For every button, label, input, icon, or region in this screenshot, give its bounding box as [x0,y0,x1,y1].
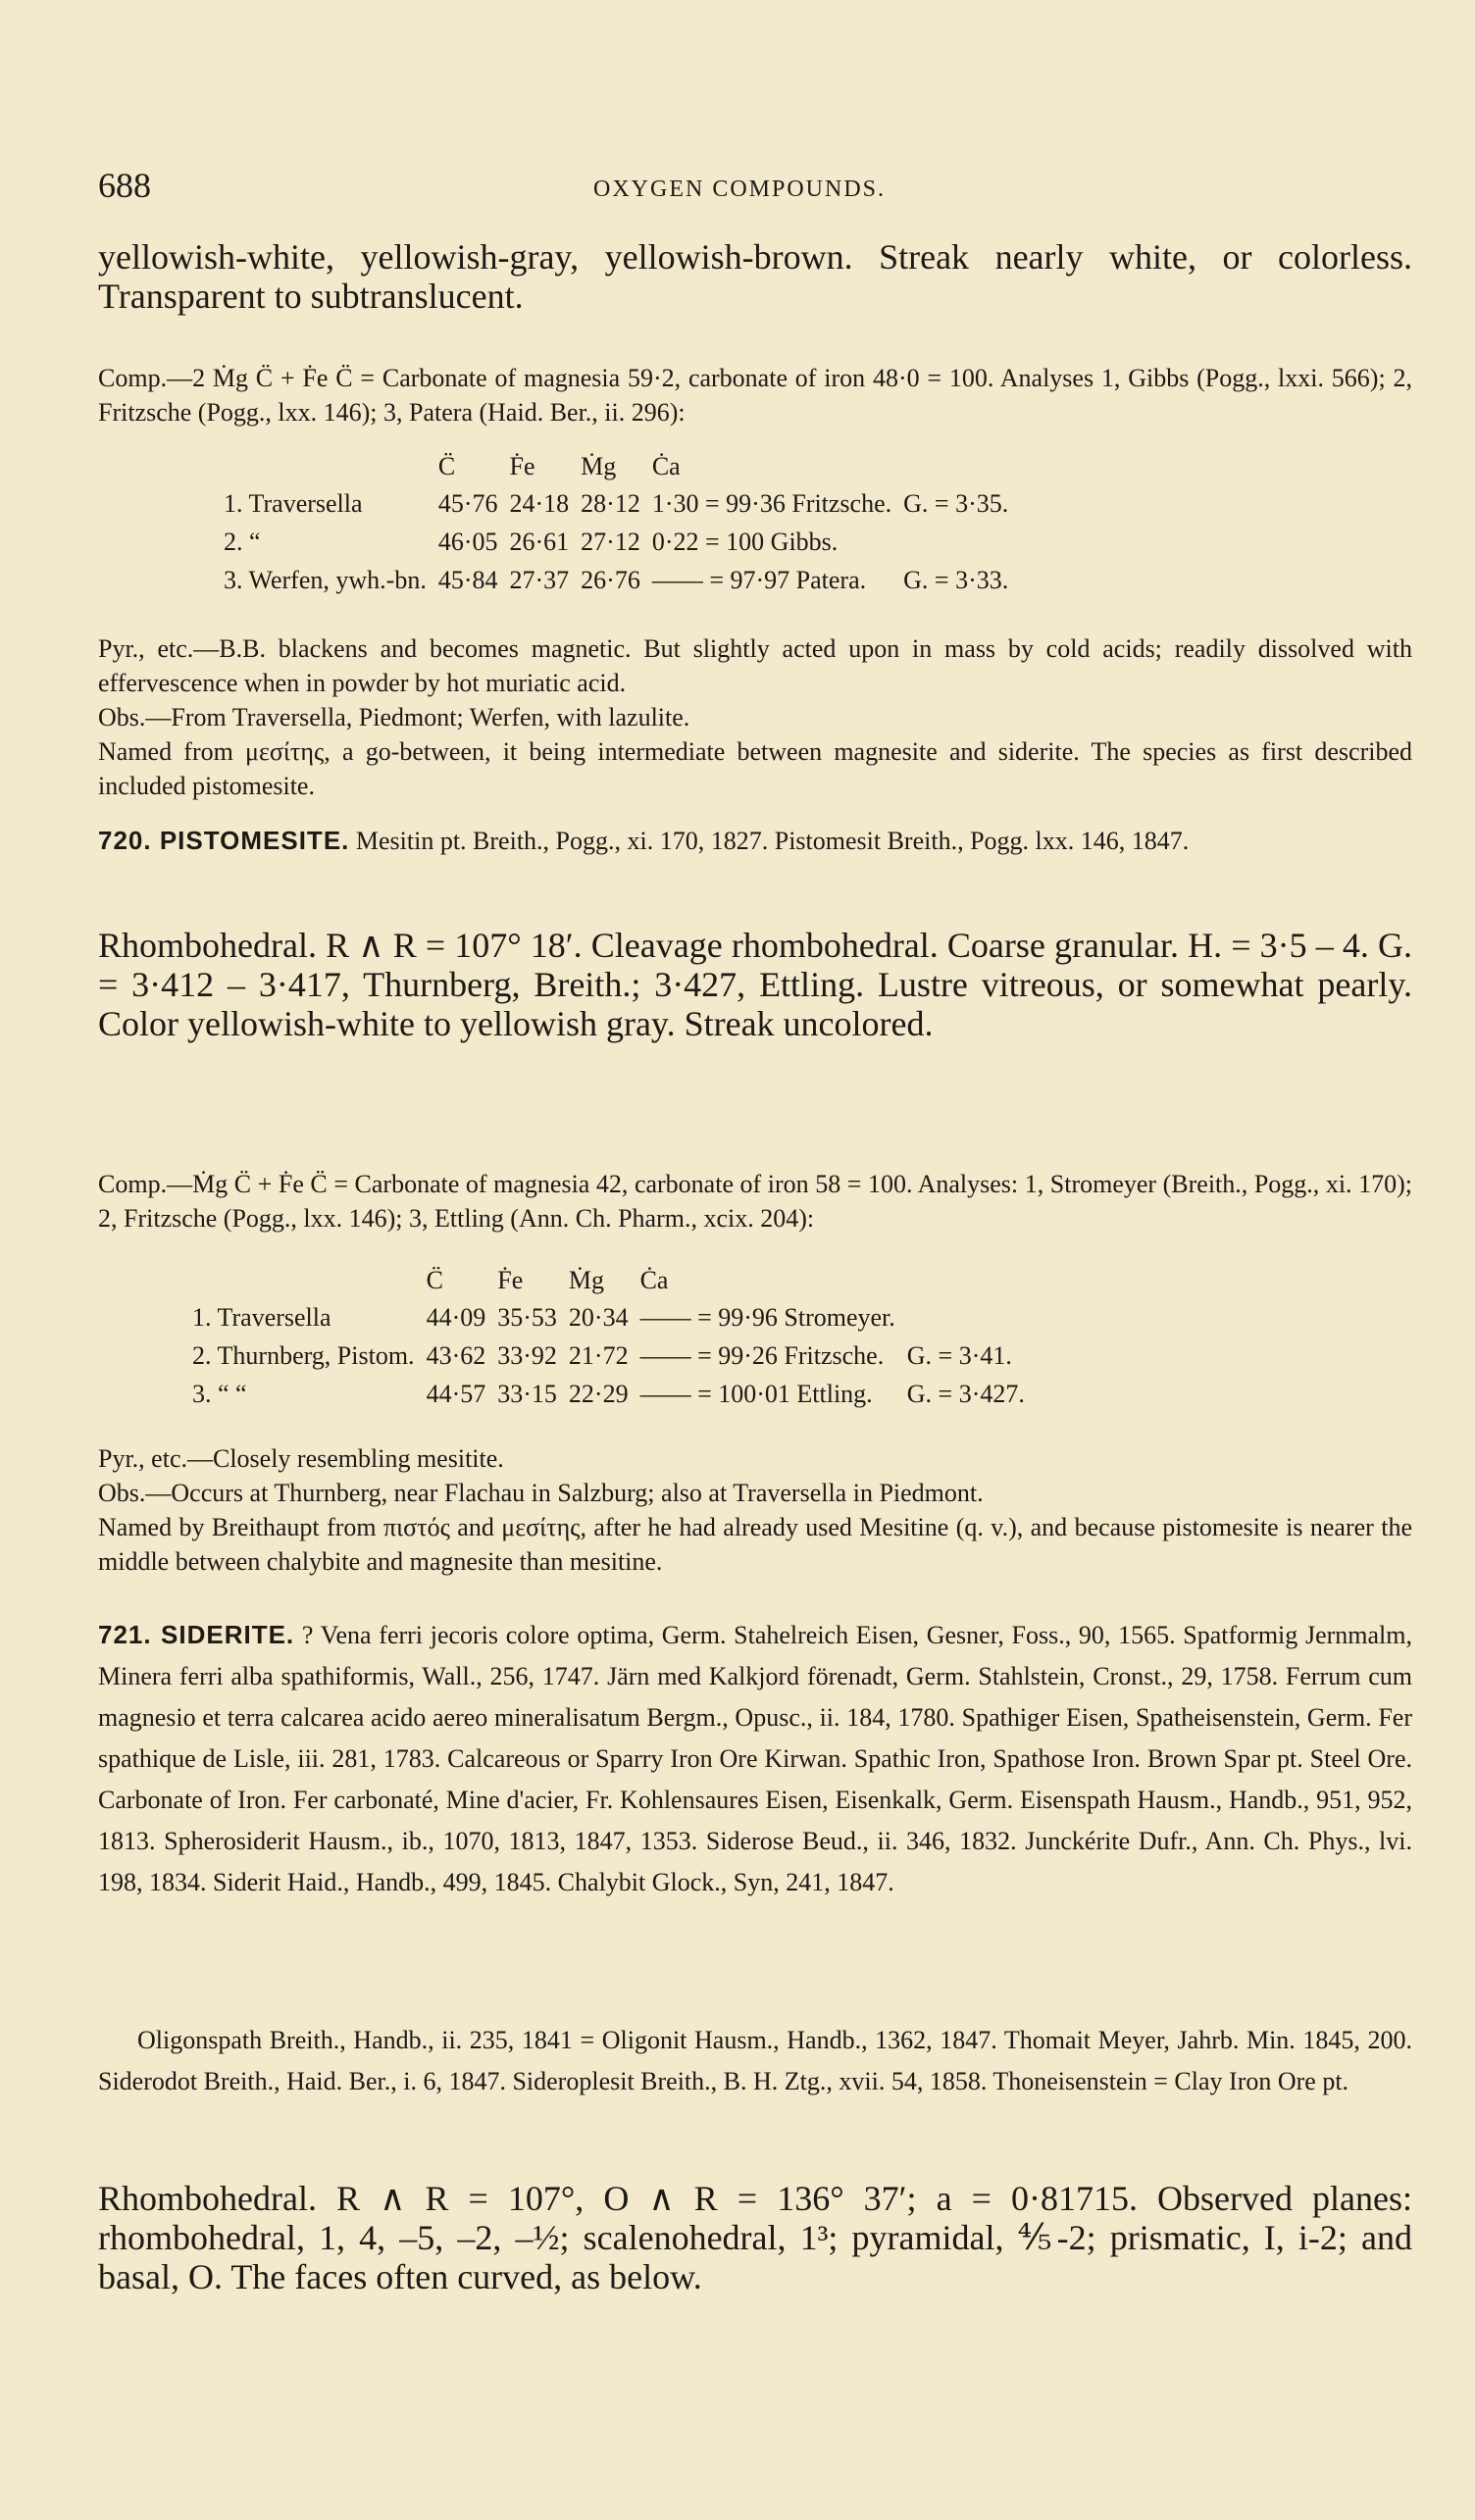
composition-block-1 [98,361,1412,429]
table-header-row: C̈ Ḟe Ṁg Ċa [426,1266,669,1294]
pyrognostics-2: Pyr., etc.—Closely resembling mesitite. [98,1444,504,1473]
species-720-title: 720. PISTOMESITE. [98,826,350,855]
species-721-synonymy-continued: Oligonspath Breith., Handb., ii. 235, 1841 = Oligonit Hausm., Handb., 1362, 1847. Thomait Meyer, Jahrb. Min. 1845, 200. Siderodot Breith., Haid. Ber., i. 6, 1847. Sideroplesit Breith., B. H. Ztg., xvii. 54, 1858. Thoneisenstein = Clay Iron Ore pt. [98,2026,1412,2095]
species-721-heading [98,1614,1412,1903]
species-721-synonymy: ? Vena ferri jecoris colore optima, Germ. Stahelreich Eisen, Gesner, Foss., 90, 1565. Spatformig Jernmalm, Minera ferri alba spathiformis, Wall., 256, 1747. Järn med Kalkjord förenadt, Germ. Stahlstein, Cronst., 29, 1758. Ferrum cum magnesio et terra calcarea acido aereo mineralisatum Bergm., Opusc., ii. 184, 1780. Spathiger Eisen, Spatheisenstein, Germ. Fer spathique de Lisle, iii. 281, 1783. Calcareous or Sparry Iron Ore Kirwan. Spathic Iron, Spathose Iron. Brown Spar pt. Steel Ore. Carbonate of Iron. Fer carbonaté, Mine d'acier, Fr. Kohlensaures Eisen, Eisenkalk, Germ. Eisenspath Hausm., Handb., 951, 952, 1813. Spherosiderit Hausm., ib., 1070, 1813, 1847, 1353. Siderose Beud., ii. 346, 1832. Junckérite Dufr., Ann. Ch. Phys., lvi. 198, 1834. Siderit Haid., Handb., 499, 1845. Chalybit Glock., Syn, 241, 1847. [98,1621,1412,1896]
observations-2: Obs.—Occurs at Thurnberg, near Flachau in Salzburg; also at Traversella in Piedmont. [98,1479,984,1507]
etymology-2: Named by Breithaupt from πιστός and μεσίτης, after he had already used Mesitine (q. v.), and because pistomesite is nearer the middle between chalybite and magnesite than mesitine. [98,1513,1412,1576]
species-720-heading [98,824,1412,858]
table-row: 3. Werfen, ywh.-bn. 45·84 27·37 26·76 —— = 97·97 Patera. G. = 3·33. [224,565,1009,594]
description-paragraph-2: Rhombohedral. R ∧ R = 107° 18′. Cleavage rhombohedral. Coarse granular. H. = 3·5 – 4. G. = 3·412 – 3·417, Thurnberg, Breith.; 3·427, Ettling. Lustre vitreous, or somewhat pearly. Color yellowish-white to yellowish gray. Streak uncolored. [98,926,1412,1043]
table-row: 1. Traversella 45·76 24·18 28·12 1·30 = 99·36 Fritzsche. G. = 3·35. [224,488,1009,518]
running-header [98,165,1412,204]
observations-1: Obs.—From Traversella, Piedmont; Werfen, with lazulite. [98,703,690,731]
running-head-title: OXYGEN COMPOUNDS. [593,176,887,202]
notes-block-2 [98,1441,1412,1579]
page-number: 688 [98,166,151,205]
etymology-1: Named from μεσίτης, a go-between, it being intermediate between magnesite and siderite. The species as first described included pistomesite. [98,737,1412,800]
table-header-row: C̈ Ḟe Ṁg Ċa [437,452,681,480]
analysis-table-2 [186,1263,1031,1413]
composition-block-2 [98,1167,1412,1235]
analysis-table-1 [218,449,1014,599]
description-paragraph-1: yellowish-white, yellowish-gray, yellowish-brown. Streak nearly white, or colorless. Transparent to subtranslucent. [98,237,1412,316]
table-row: 3. “ “ 44·57 33·15 22·29 —— = 100·01 Ettling. G. = 3·427. [192,1379,1025,1408]
composition-text-2: Comp.—Ṁg C̈ + Ḟe C̈ = Carbonate of magnesia 42, carbonate of iron 58 = 100. Analyses: 1, Stromeyer (Breith., Pogg., xi. 170); 2, Fritzsche (Pogg., lxx. 146); 3, Ettling (Ann. Ch. Pharm., xcix. 204): [98,1170,1412,1233]
species-720-synonymy: Mesitin pt. Breith., Pogg., xi. 170, 1827. Pistomesit Breith., Pogg. lxx. 146, 1847. [355,827,1190,855]
table-row: 1. Traversella 44·09 35·53 20·34 —— = 99·96 Stromeyer. [192,1302,895,1332]
composition-text-1: Comp.—2 Ṁg C̈ + Ḟe C̈ = Carbonate of magnesia 59·2, carbonate of iron 48·0 = 100. Analyses 1, Gibbs (Pogg., lxxi. 566); 2, Fritzsche (Pogg., lxx. 146); 3, Patera (Haid. Ber., ii. 296): [98,364,1412,427]
pyrognostics-1: Pyr., etc.—B.B. blackens and becomes magnetic. But slightly acted upon in mass by cold acids; readily dissolved with effervescence when in powder by hot muriatic acid. [98,634,1412,697]
table-row: 2. Thurnberg, Pistom. 43·62 33·92 21·72 —— = 99·26 Fritzsche. G. = 3·41. [192,1340,1012,1370]
species-721-title: 721. SIDERITE. [98,1620,295,1649]
notes-block-1 [98,631,1412,803]
table-row: 2. “ 46·05 26·61 27·12 0·22 = 100 Gibbs. [224,527,839,556]
description-paragraph-3: Rhombohedral. R ∧ R = 107°, O ∧ R = 136° 37′; a = 0·81715. Observed planes: rhombohedral, 1, 4, –5, –2, –½; scalenohedral, 1³; pyramidal, ⅘-2; prismatic, I, i-2; and basal, O. The faces often curved, as below. [98,2179,1412,2296]
